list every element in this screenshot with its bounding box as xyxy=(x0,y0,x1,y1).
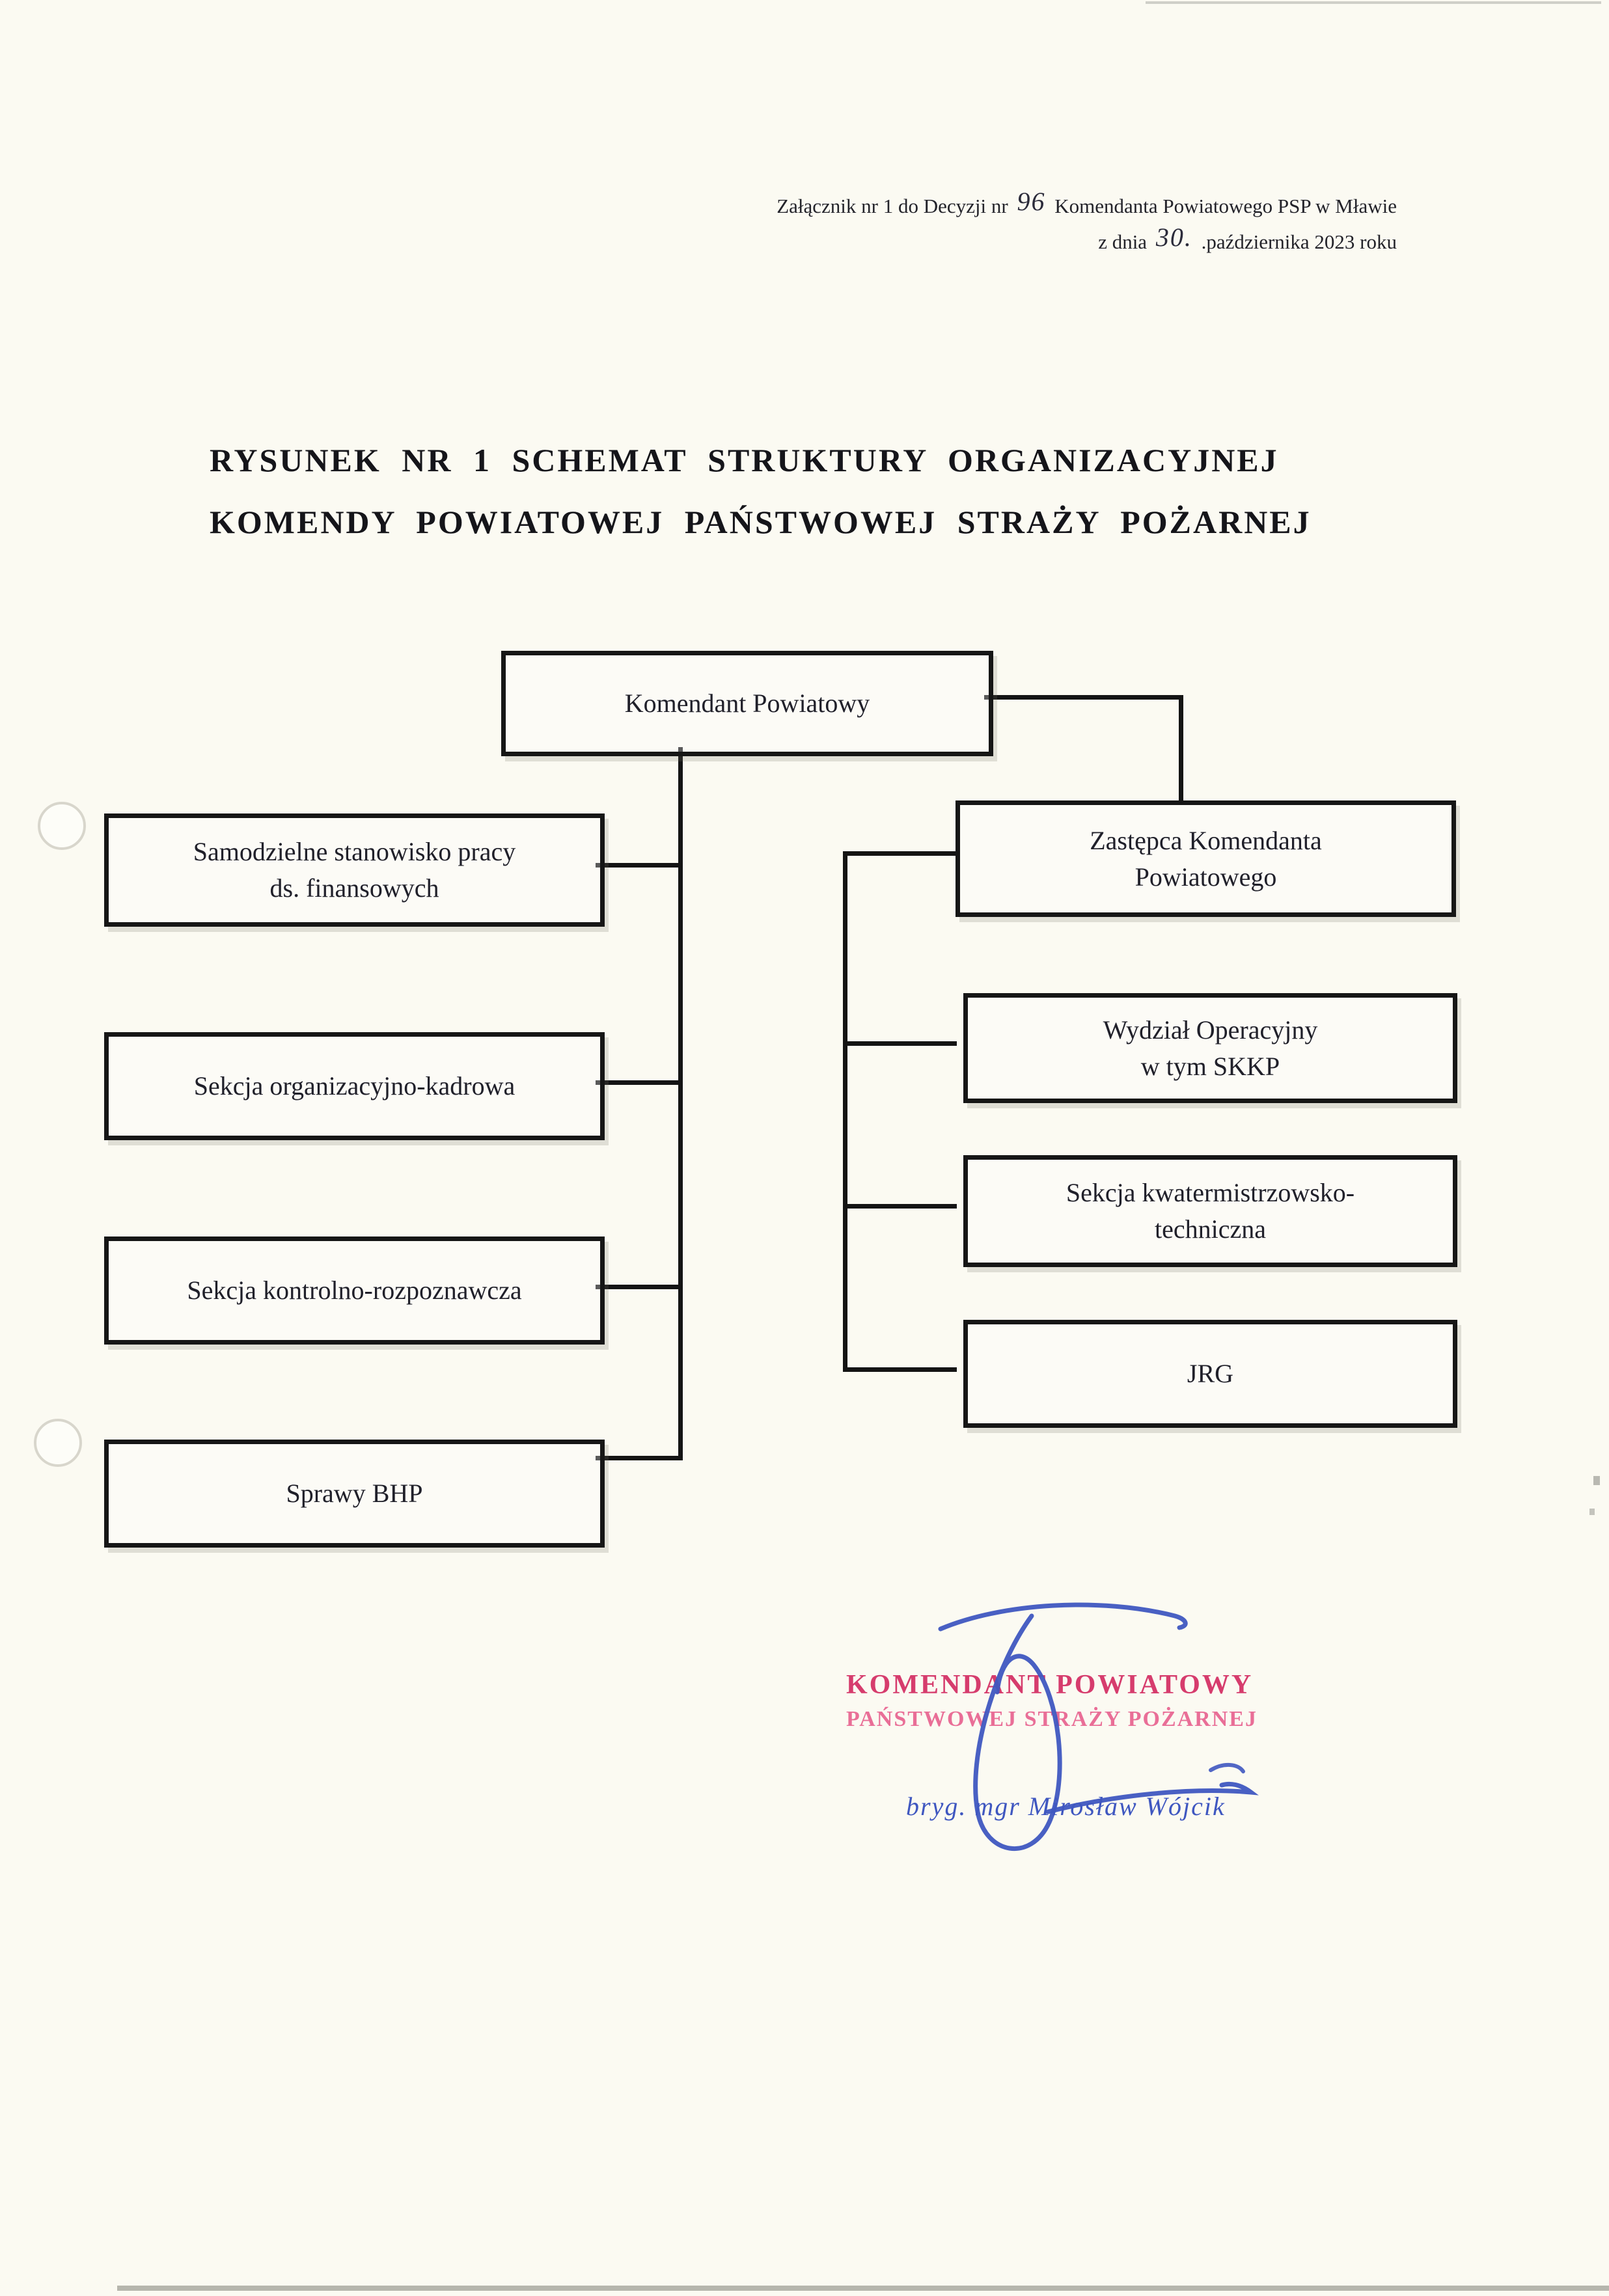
attachment-header-line1 xyxy=(777,187,1397,223)
document-title-line2: KOMENDY POWIATOWEJ PAŃSTWOWEJ STRAŻY POŻARNEJ xyxy=(210,504,1312,540)
connector-deputy-h xyxy=(843,851,957,856)
org-box-stanowisko-finansowe xyxy=(104,813,605,927)
org-box-label: Sekcja organizacyjno-kadrowa xyxy=(193,1071,516,1100)
org-box-label: Sprawy BHP xyxy=(286,1479,423,1508)
connector-root-to-deputy-v xyxy=(1179,695,1183,803)
handwritten-decision-number: 96 xyxy=(1017,187,1046,216)
org-box-sekcja-organizacyjno-kadrowa xyxy=(104,1032,605,1140)
org-box-komendant-powiatowy xyxy=(501,651,993,756)
org-box-label: ds. finansowych xyxy=(269,873,439,903)
connector-right-box-4 xyxy=(843,1367,957,1372)
attachment-line1-prefix: Załącznik nr 1 do Decyzji nr xyxy=(777,195,1008,217)
signature-ink xyxy=(885,1580,1393,1886)
attachment-line2-suffix: .października 2023 roku xyxy=(1201,230,1397,253)
handwritten-day-number: 30. xyxy=(1155,223,1192,252)
org-box-sekcja-kontrolno-rozpoznawcza xyxy=(104,1237,605,1345)
document-title xyxy=(210,430,1312,553)
scan-artifact-top-edge xyxy=(1146,1,1601,4)
attachment-header-line2 xyxy=(777,223,1397,259)
org-box-zastepca-komendanta xyxy=(956,800,1456,917)
attachment-line2-prefix: z dnia xyxy=(1098,230,1148,253)
org-box-label: Zastępca Komendanta xyxy=(1090,825,1322,855)
attachment-header xyxy=(777,187,1397,259)
org-box-label: Wydział Operacyjny xyxy=(1103,1015,1318,1045)
org-box-label: w tym SKKP xyxy=(1140,1051,1280,1081)
org-box-label: techniczna xyxy=(1155,1214,1266,1244)
org-box-sekcja-kwatermistrzowska xyxy=(963,1155,1457,1267)
stamp-title-line2: PAŃSTWOWEJ STRAŻY POŻARNEJ xyxy=(846,1707,1258,1731)
org-box-wydzial-operacyjny xyxy=(963,993,1457,1103)
org-box-label: Samodzielne stanowisko pracy xyxy=(193,837,516,866)
punch-hole xyxy=(34,1419,82,1467)
connector-left-box-1 xyxy=(596,863,680,868)
punch-hole xyxy=(38,802,86,850)
document-title-line1: RYSUNEK NR 1 SCHEMAT STRUKTURY ORGANIZACYJNEJ xyxy=(210,442,1279,478)
stamp-title-line1: KOMENDANT POWIATOWY xyxy=(846,1670,1254,1700)
connector-left-box-2 xyxy=(596,1080,680,1085)
connector-root-left-trunk xyxy=(678,747,683,1460)
connector-left-box-4 xyxy=(596,1456,680,1460)
org-box-label: Komendant Powiatowy xyxy=(624,689,870,718)
attachment-line1-suffix: Komendanta Powiatowego PSP w Mławie xyxy=(1054,195,1397,217)
org-box-label: Sekcja kwatermistrzowsko- xyxy=(1066,1178,1355,1207)
connector-right-box-3 xyxy=(843,1204,957,1209)
org-box-label: JRG xyxy=(1187,1359,1234,1388)
connector-root-to-deputy-h xyxy=(984,695,1183,700)
scan-artifact-mark xyxy=(1593,1476,1600,1485)
org-box-label: Sekcja kontrolno-rozpoznawcza xyxy=(187,1276,522,1305)
org-box-sprawy-bhp xyxy=(104,1440,605,1548)
scan-artifact-bottom-edge xyxy=(117,2286,1609,2291)
scan-artifact-mark xyxy=(1589,1509,1595,1515)
connector-left-box-3 xyxy=(596,1285,680,1289)
connector-deputy-trunk xyxy=(843,851,847,1372)
connector-right-box-2 xyxy=(843,1041,957,1046)
org-box-jrg xyxy=(963,1320,1457,1428)
signature-name-text: bryg. mgr Mirosław Wójcik xyxy=(906,1792,1226,1821)
org-box-label: Powiatowego xyxy=(1135,862,1277,892)
